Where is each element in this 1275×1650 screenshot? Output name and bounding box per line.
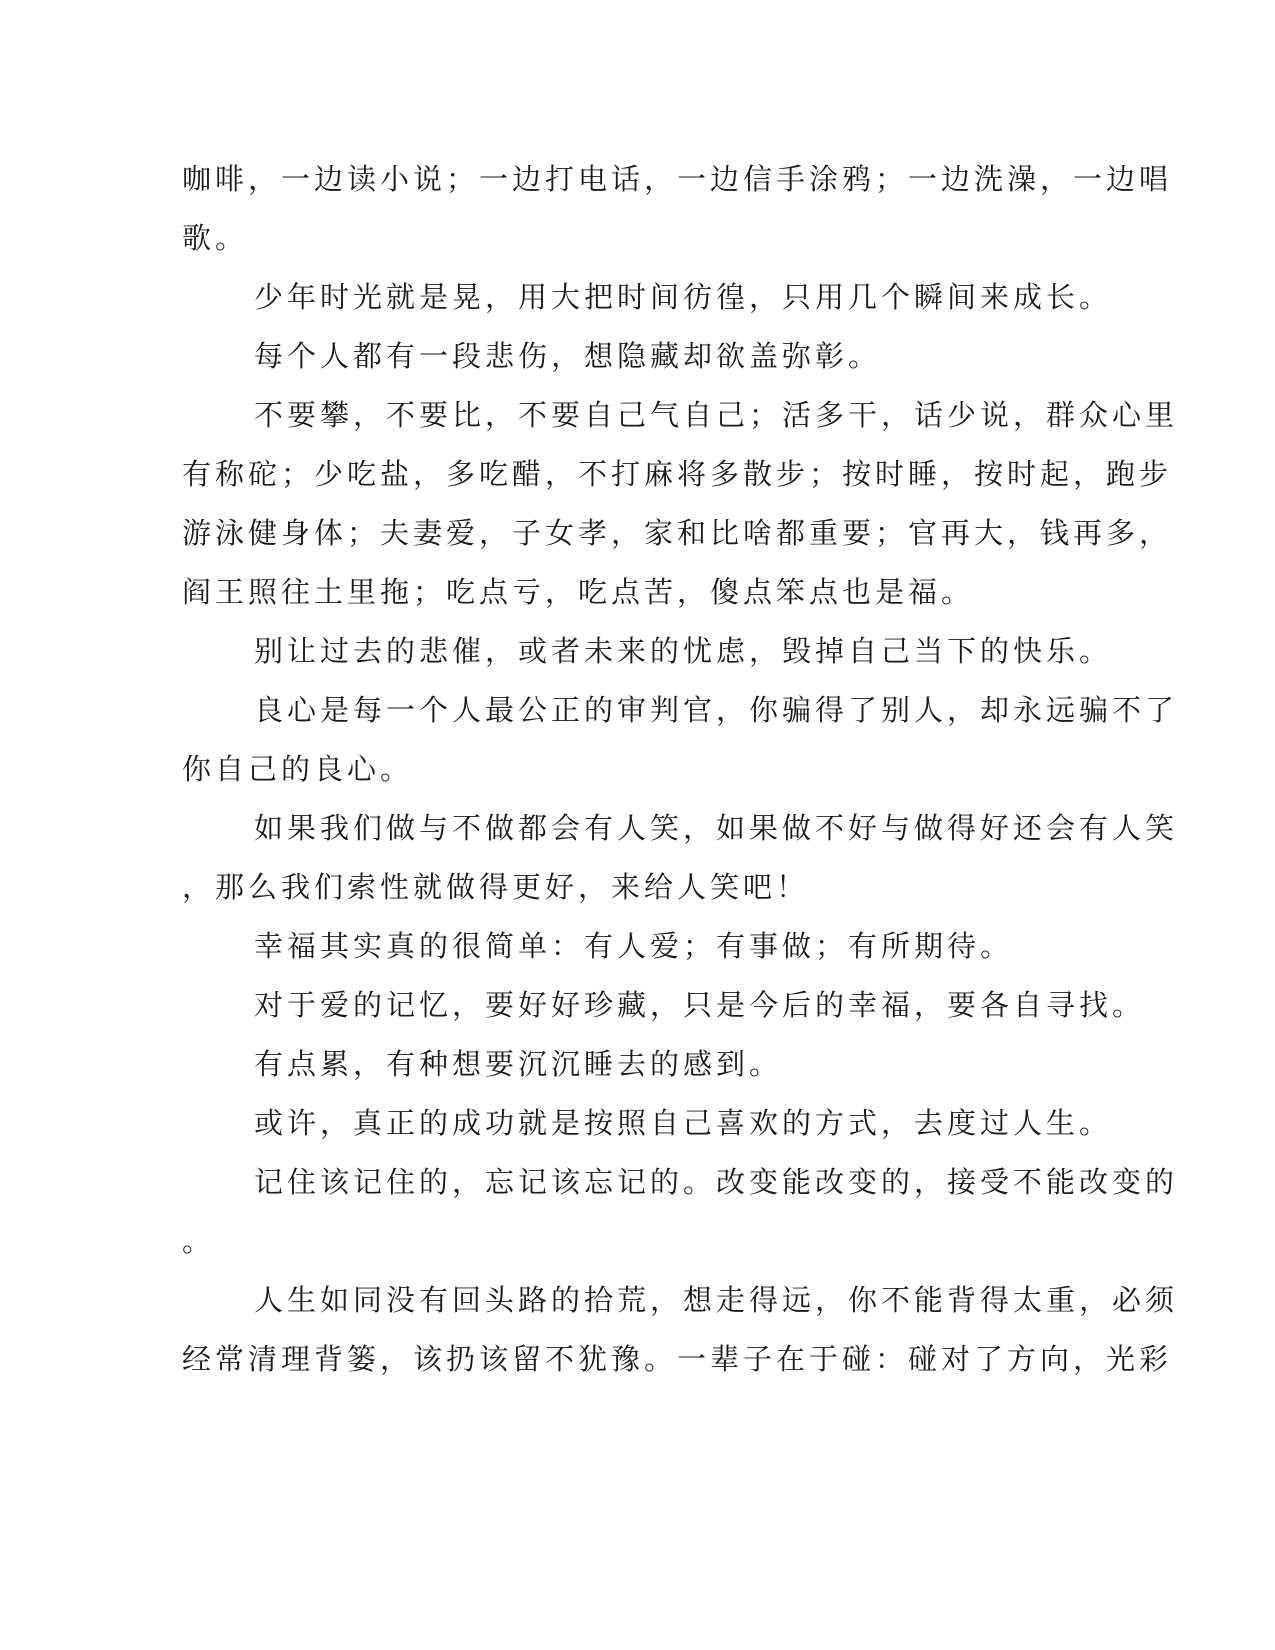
paragraph	[182, 1153, 1179, 1271]
text-line: 游泳健身体；夫妻爱，子女孝，家和比啥都重要；官再大，钱再多，	[182, 516, 1173, 550]
paragraph	[182, 976, 1146, 1035]
text-line: 咖啡，一边读小说；一边打电话，一边信手涂鸦；一边洗澡，一边唱	[182, 162, 1173, 196]
text-line: 少年时光就是晃，用大把时间彷徨，只用几个瞬间来成长。	[254, 280, 1113, 314]
text-line: 有点累，有种想要沉沉睡去的感到。	[254, 1047, 783, 1081]
paragraph	[182, 1271, 1179, 1389]
text-line: 经常清理背篓，该扔该留不犹豫。一辈子在于碰：碰对了方向，光彩	[182, 1342, 1173, 1376]
document-body	[182, 150, 1179, 1389]
paragraph	[182, 327, 1042, 386]
paragraph	[182, 1094, 1113, 1153]
text-line: 你自己的良心。	[182, 752, 414, 786]
text-line: ，那么我们索性就做得更好，来给人笑吧！	[182, 870, 810, 904]
text-line: 如果我们做与不做都会有人笑，如果做不好与做得好还会有人笑	[254, 811, 1179, 845]
text-line: 不要攀，不要比，不要自己气自己；活多干，话少说，群众心里	[254, 398, 1179, 432]
text-line: 对于爱的记忆，要好好珍藏，只是今后的幸福，要各自寻找。	[254, 988, 1146, 1022]
paragraph	[182, 386, 1179, 622]
text-line: 每个人都有一段悲伤，想隐藏却欲盖弥彰。	[254, 339, 882, 373]
text-line: 阎王照往土里拖；吃点亏，吃点苦，傻点笨点也是福。	[182, 575, 975, 609]
paragraph	[182, 622, 1113, 681]
text-line: 良心是每一个人最公正的审判官，你骗得了别人，却永远骗不了	[254, 693, 1179, 727]
text-line: 。	[182, 1224, 216, 1258]
text-line: 记住该记住的，忘记该忘记的。改变能改变的，接受不能改变的	[254, 1165, 1179, 1199]
text-line: 别让过去的悲催，或者未来的忧虑，毁掉自己当下的快乐。	[254, 634, 1113, 668]
paragraph	[182, 799, 1179, 917]
paragraph	[182, 150, 1173, 268]
text-line: 或许，真正的成功就是按照自己喜欢的方式，去度过人生。	[254, 1106, 1113, 1140]
text-line: 幸福其实真的很简单：有人爱；有事做；有所期待。	[254, 929, 1014, 963]
paragraph	[182, 268, 1113, 327]
paragraph	[182, 681, 1179, 799]
paragraph	[182, 1035, 1042, 1094]
text-line: 歌。	[182, 221, 249, 255]
text-line: 人生如同没有回头路的拾荒，想走得远，你不能背得太重，必须	[254, 1283, 1179, 1317]
text-line: 有称砣；少吃盐，多吃醋，不打麻将多散步；按时睡，按时起，跑步	[182, 457, 1173, 491]
paragraph	[182, 917, 1042, 976]
